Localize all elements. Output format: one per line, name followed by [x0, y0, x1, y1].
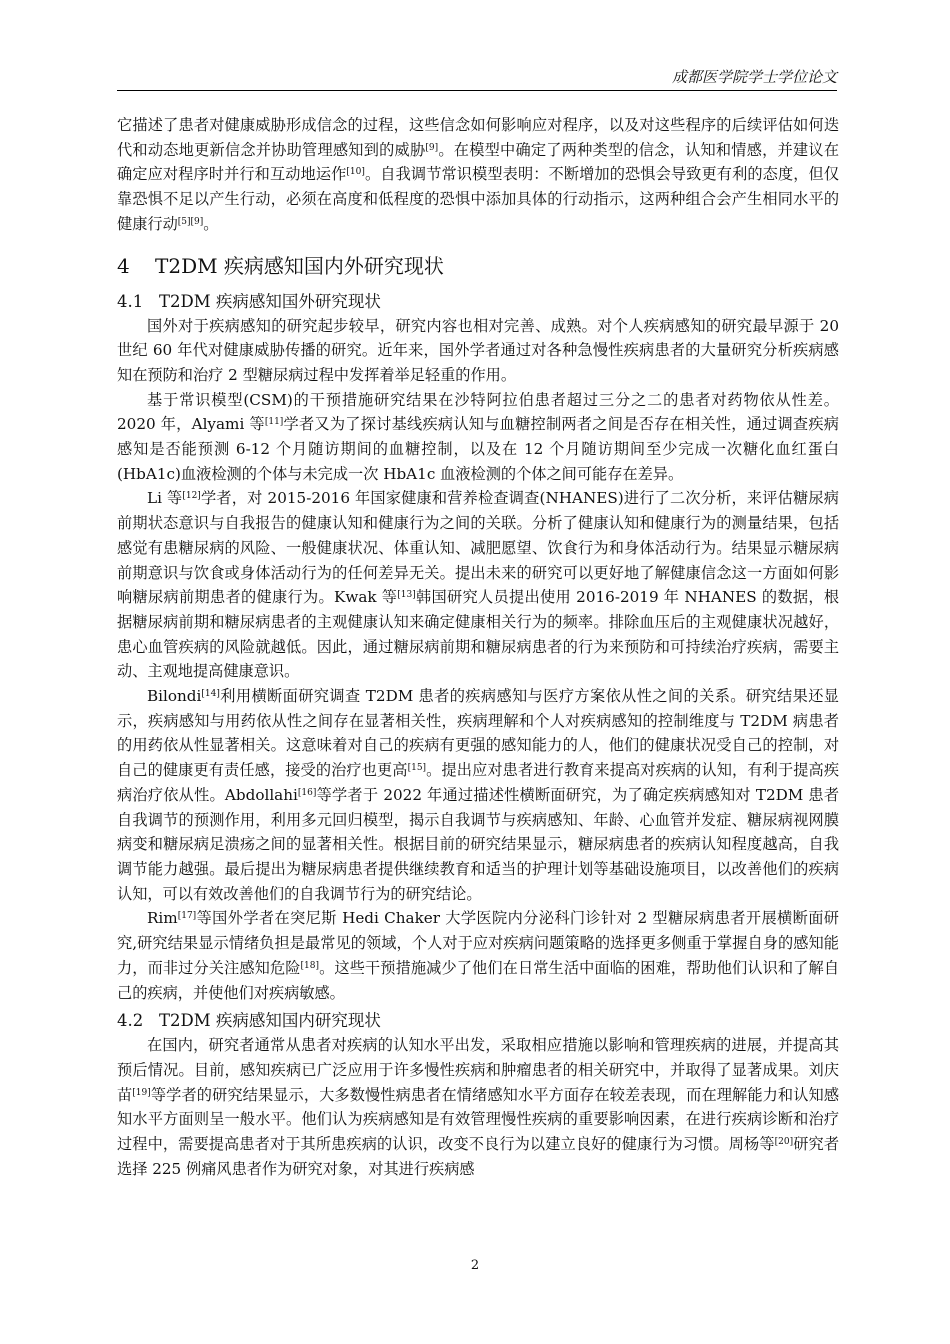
page-body	[117, 113, 839, 1181]
paragraph-rim: Rim[17]等国外学者在突尼斯 Hedi Chaker 大学医院内分泌科门诊针对 2 型糖尿病患者开展横断面研究,研究结果显示情绪负担是最常见的领域，个人对于应对疾病问题策略的选择更多侧重于掌握自身的感知能力，而非过分关注感知危险[18]。这些干预措施减少了他们在日常生活中面临的困难，帮助他们认识和了解自己的疾病，并使他们对疾病敏感。	[117, 909, 840, 1002]
citation[interactable]: [9]	[425, 142, 439, 153]
citation[interactable]: [13]	[397, 590, 416, 601]
citation[interactable]: [17]	[177, 911, 197, 922]
thesis-header-title: 成都医学院学士学位论文	[671, 68, 837, 86]
section-heading-4-2	[117, 1008, 839, 1033]
paragraph-foreign-overview: 国外对于疾病感知的研究起步较早，研究内容也相对完善、成熟。对个人疾病感知的研究最早源于 20 世纪 60 年代对健康威胁传播的研究。近年来，国外学者通过对各种急慢性疾病患者的大量研究分析疾病感知在预防和治疗 2 型糖尿病过程中发挥着举足轻重的作用。	[117, 316, 839, 384]
section-number: 4.2	[117, 1011, 144, 1031]
citation[interactable]: [20]	[774, 1137, 794, 1148]
paragraph-domestic-overview: 在国内，研究者通常从患者对疾病的认知水平出发，采取相应措施以影响和管理疾病的进展，并提高其预后情况。目前，感知疾病已广泛应用于许多慢性疾病和肿瘤患者的相关研究中，并取得了显著成果。刘庆苗[19]等学者的研究结果显示，大多数慢性病患者在情绪感知水平方面存在较差表现，而在理解能力和认知感知水平方面则呈一般水平。他们认为疾病感知是有效管理慢性疾病的重要影响因素，在进行疾病诊断和治疗过程中，需要提高患者对于其所患疾病的认识，改变不良行为以建立良好的健康行为习惯。周杨等[20]研究者选择 225 例痛风患者作为研究对象，对其进行疾病感	[117, 1036, 840, 1178]
citation[interactable]: [15]	[407, 763, 427, 774]
citation[interactable]: [19]	[132, 1087, 151, 1098]
citation[interactable]: [5][9]	[177, 216, 204, 227]
section-title: T2DM 疾病感知国内外研究现状	[155, 253, 444, 278]
section-heading-4-1	[117, 289, 839, 314]
section-number: 4	[117, 253, 130, 278]
paragraph-csm-description: 它描述了患者对健康威胁形成信念的过程，这些信念如何影响应对程序，以及对这些程序的后续评估如何迭代和动态地更新信念并协助管理感知到的威胁[9]。在模型中确定了两种类型的信念，认知和情感，并建议在确定应对程序时并行和互动地运作[10]。自我调节常识模型表明：不断增加的恐惧会导致更有利的态度，但仅靠恐惧不足以产生行动，必须在高度和低程度的恐惧中添加具体的行动指示，这两种组合会产生相同水平的健康行动[5][9]。	[117, 116, 840, 233]
paragraph-li-kwak: Li 等[12]学者，对 2015-2016 年国家健康和营养检查调查(NHANES)进行了二次分析，来评估糖尿病前期状态意识与自我报告的健康认知和健康行为之间的关联。分析了健康认知和健康行为的测量结果，包括感觉有患糖尿病的风险、一般健康状况、体重认知、减肥愿望、饮食行为和身体活动行为。结果显示糖尿病前期意识与饮食或身体活动行为的任何差异无关。提出未来的研究可以更好地了解健康信念这一方面如何影响糖尿病前期患者的健康行为。Kwak 等[13]韩国研究人员提出使用 2016-2019 年 NHANES 的数据，根据糖尿病前期和糖尿病患者的主观健康认知来确定健康相关行为的频率。排除血压后的主观健康状况越好，患心血管疾病的风险就越低。因此，通过糖尿病前期和糖尿病患者的行为来预防和可持续治疗疾病，需要主动、主观地提高健康意识。	[117, 489, 840, 681]
citation[interactable]: [14]	[201, 689, 220, 700]
paragraph-bilondi-abdollahi: Bilondi[14]利用横断面研究调查 T2DM 患者的疾病感知与医疗方案依从性之间的关系。研究结果还显示，疾病感知与用药依从性之间存在显著相关性，疾病理解和个人对疾病感知的控制维度与 T2DM 病患者的用药依从性显著相关。这意味着对自己的疾病有更强的感知能力的人，他们的健康状况受自己的控制，对自己的健康更有责任感，接受的治疗也更高[15]。提出应对患者进行教育来提高对疾病的认知，有利于提高疾病治疗依从性。Abdollahi[16]等学者于 2022 年通过描述性横断面研究，为了确定疾病感知对 T2DM 患者自我调节的预测作用，利用多元回归模型，揭示自我调节与疾病感知、年龄、心血管并发症、糖尿病视网膜病变和糖尿病足溃疡之间的显著相关性。根据目前的研究结果显示，糖尿病患者的疾病认知程度越高，自我调节能力越强。最后提出为糖尿病患者提供继续教育和适当的护理计划等基础设施项目，以改善他们的疾病认知，可以有效改善他们的自我调节行为的研究结论。	[117, 687, 840, 903]
section-number: 4.1	[117, 291, 144, 311]
section-title: T2DM 疾病感知国外研究现状	[159, 291, 381, 311]
citation[interactable]: [11]	[264, 417, 284, 428]
citation[interactable]: [18]	[300, 960, 320, 971]
section-title: T2DM 疾病感知国内研究现状	[159, 1011, 381, 1031]
running-header	[117, 62, 837, 91]
paragraph-alyami: 基于常识模型(CSM)的干预措施研究结果在沙特阿拉伯患者超过三分之二的患者对药物依从性差。2020 年，Alyami 等[11]学者又为了探讨基线疾病认知与血糖控制两者之间是否存在相关性，通过调查疾病感知是否能预测 6-12 个月随访期间的血糖控制，以及在 12 个月随访期间至少完成一次糖化血红蛋白(HbA1c)血液检测的个体与未完成一次 HbA1c 血液检测的个体之间可能存在差异。	[117, 390, 839, 483]
citation[interactable]: [10]	[346, 167, 365, 178]
citation[interactable]: [12]	[182, 491, 201, 502]
citation[interactable]: [16]	[297, 787, 317, 798]
section-heading-4	[117, 252, 839, 280]
page-number: 2	[470, 1258, 480, 1273]
